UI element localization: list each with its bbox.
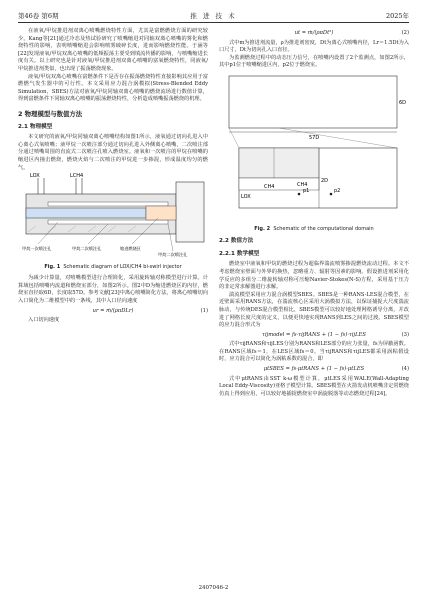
subsection-heading: 2.1 物理模型 bbox=[18, 123, 53, 130]
dim-57d: 57D bbox=[309, 134, 320, 141]
paragraph: 液氧/甲烷双离心喷嘴在富燃条件下是否存在振荡燃烧特性直接影响其应用于富燃燃气发生器中的可行性。本文采用应力混合涡模拟(Stress-Blended Eddy Simulation，SBES)方法对液氧/甲烷同轴双离心喷嘴的燃烧流场进行数值计算，得到富燃条件下同轴双离心喷嘴的振荡燃烧特性，分析造成喷嘴振荡燃烧的机理。 bbox=[18, 73, 208, 103]
journal-title: 推 进 技 术 bbox=[190, 12, 237, 20]
label-lox: LOX bbox=[241, 193, 251, 200]
equation-2: ut = ṁ/(ρπDt²) (2) bbox=[294, 30, 409, 36]
left-column bbox=[18, 28, 208, 325]
label-ch4-secondary: CH4 bbox=[297, 181, 308, 188]
header-rule bbox=[18, 22, 409, 23]
paragraph: 式中μtRANS由SST k-ω模型计算，μtLES采用WALE(Wall-Adapting Local Eddy-Viscosity)亚格子模型计算。SBES模型在火箭发动机喷嘴非定常燃烧仿真上得到应用，可以较好地捕捉燃烧室中涡旋脱落等动态燃烧过程[24]。 bbox=[219, 375, 409, 397]
paragraph: 为减少计算量，对喷嘴模型进行合理简化，采用旋转轴对称模型进行计算。计算域包括喷嘴内流道和燃烧室部分，如图2所示。图2中D为缩进燃烧区的内径，燃烧室直径取6D，长度取57D。参考文献[23]中离心喷嘴简化方法，将离心喷嘴切向入口简化为二维模型中的一条线，其中入口径向速度 bbox=[18, 275, 208, 305]
section-heading: 2 物理模型与数值方法 bbox=[18, 109, 83, 118]
page-header bbox=[18, 11, 409, 21]
label-lox: LOX bbox=[30, 173, 40, 180]
label-lch4: LCH4 bbox=[70, 173, 84, 180]
dim-6d: 6D bbox=[399, 99, 407, 106]
equation-4: μtSBES = fs·μtRANS + (1 − fs)·μtLES (4) bbox=[263, 366, 409, 373]
equation-1: ur = ṁ/(ρπDLr) (1) bbox=[92, 307, 208, 314]
monitor-point-p1 bbox=[298, 193, 301, 196]
figure-2-caption: Fig. 2 Schematic of the computational domain bbox=[254, 225, 374, 232]
label-primary-orifice: 甲烷一次喷注孔 bbox=[22, 246, 52, 252]
subsection-heading: 2.2 数值方法 bbox=[219, 238, 254, 245]
paragraph: 入口切向速度 bbox=[28, 317, 60, 324]
paragraph: 式中m为推进剂流量，ρ为推进剂密度，Dt为离心式喷嘴内径，Lr＝1.5Dt为入口尺寸，Dt为切向孔入口直径。 bbox=[219, 39, 409, 54]
dim-2d: 2D bbox=[321, 177, 329, 184]
label-secondary-orifice: 甲烷二次喷注孔 bbox=[72, 246, 102, 252]
monitor-point-p2 bbox=[330, 193, 333, 196]
label-p2: p2 bbox=[334, 187, 341, 194]
volume-issue: 第46卷 第6期 bbox=[18, 12, 59, 20]
paragraph: 在液氧/甲烷推进剂双离心喷嘴燃烧特性方面，尤其是富燃燃烧方面的研究较少。Kang等[21]通过冷态及热试验研究了喷嘴缩进对同轴双离心喷嘴的雾化和燃烧特性的影响，表明喷嘴缩进会影响喷雾破碎长度，进而影响燃烧性能。于涵等[22]发现液氧/甲烷双离心喷嘴的低频振荡主要受到填流传播的影响，与喷嘴缩进长度有关。以上研究也是针对液氧/甲烷推进剂双离心喷嘴的富氧燃烧特性，同液氧/甲烷推进剂类似，也出现了振荡燃烧现象。 bbox=[18, 28, 208, 72]
paragraph: 式中τijRANS和τijLES分别为RANS和LES部分的应力张量，fs为屏蔽函数。在RANS区域fs＝1，在LES区域fs＝0。当τijRANS和τijLES都采用涡粘假设时，应力混合可以简化为涡粘系数的混合，即 bbox=[219, 341, 409, 363]
right-column bbox=[219, 28, 409, 398]
label-secondary-orifice-2: 甲烷二次喷注孔 bbox=[158, 252, 188, 258]
figure-2-computational-domain bbox=[219, 70, 409, 220]
page-number: 2407046-2 bbox=[198, 585, 229, 591]
paragraph: 燃烧室中液氧和甲烷的燃烧过程为超临界湍流喷雾掺混燃烧流动过程。本文不考虑燃烧室壁面与外界的换热，忽略重力、辐射等因素的影响。假设推进剂采用化学反应的多组分二维旋转轴对称可压缩Navier-Stokes(N-S)方程，采用基于压力的非定常求解器进行求解。 bbox=[219, 261, 409, 291]
equation-3: τijmodel = fs·τijRANS + (1 − fs)·τijLES (3) bbox=[262, 331, 409, 338]
paragraph: 为监测燃烧过程中的动态压力信号，在喷嘴内设置了2个监测点，如图2所示，其中p1位于喷嘴缩进区内，p2位于燃烧室。 bbox=[219, 54, 409, 69]
paragraph: 本文研究的液氧/甲烷同轴双离心喷嘴结构如图1所示，液氧通过切向孔进入中心离心式氧喷嘴；液甲烷一次喷注部分通过切向孔进入外侧离心喷嘴，二次喷注部分通过喷嘴周围的直流式二次喷注孔喷入燃烧室。液氧和一次喷注的甲烷在喷嘴的缩进区内撞击燃烧，燃烧火焰与二次喷注的甲烷进一步掺混，形成温度均匀的燃气。 bbox=[18, 134, 208, 171]
subsubsection-heading: 2.2.1 数学模型 bbox=[219, 250, 260, 257]
label-ch4-primary: CH4 bbox=[264, 183, 275, 190]
label-p1: p1 bbox=[303, 187, 310, 194]
paragraph: 湍流模型采用应力混合涡模型SBES。SBES是一种RANS-LES混合模型，在近壁面采用RANS方法，在湍流核心区采用大涡模拟方法，以保证捕捉大尺度湍流脉动，与传统DES混合模型相比，SBES模型可以较好地处理网格诱导分离，并改进了网格长度尺度的定义，以便更快地实现RANS到LES之间的过渡。SBES模型的应力混合形式为 bbox=[219, 291, 409, 329]
label-recess-zone: 缩进燃烧区 bbox=[120, 246, 141, 252]
figure-1-injector-diagram bbox=[18, 172, 208, 258]
year: 2025年 bbox=[385, 12, 409, 20]
figure-1-caption: Fig. 1 Schematic diagram of LOX/CH4 bi-swirl injector bbox=[44, 263, 182, 270]
